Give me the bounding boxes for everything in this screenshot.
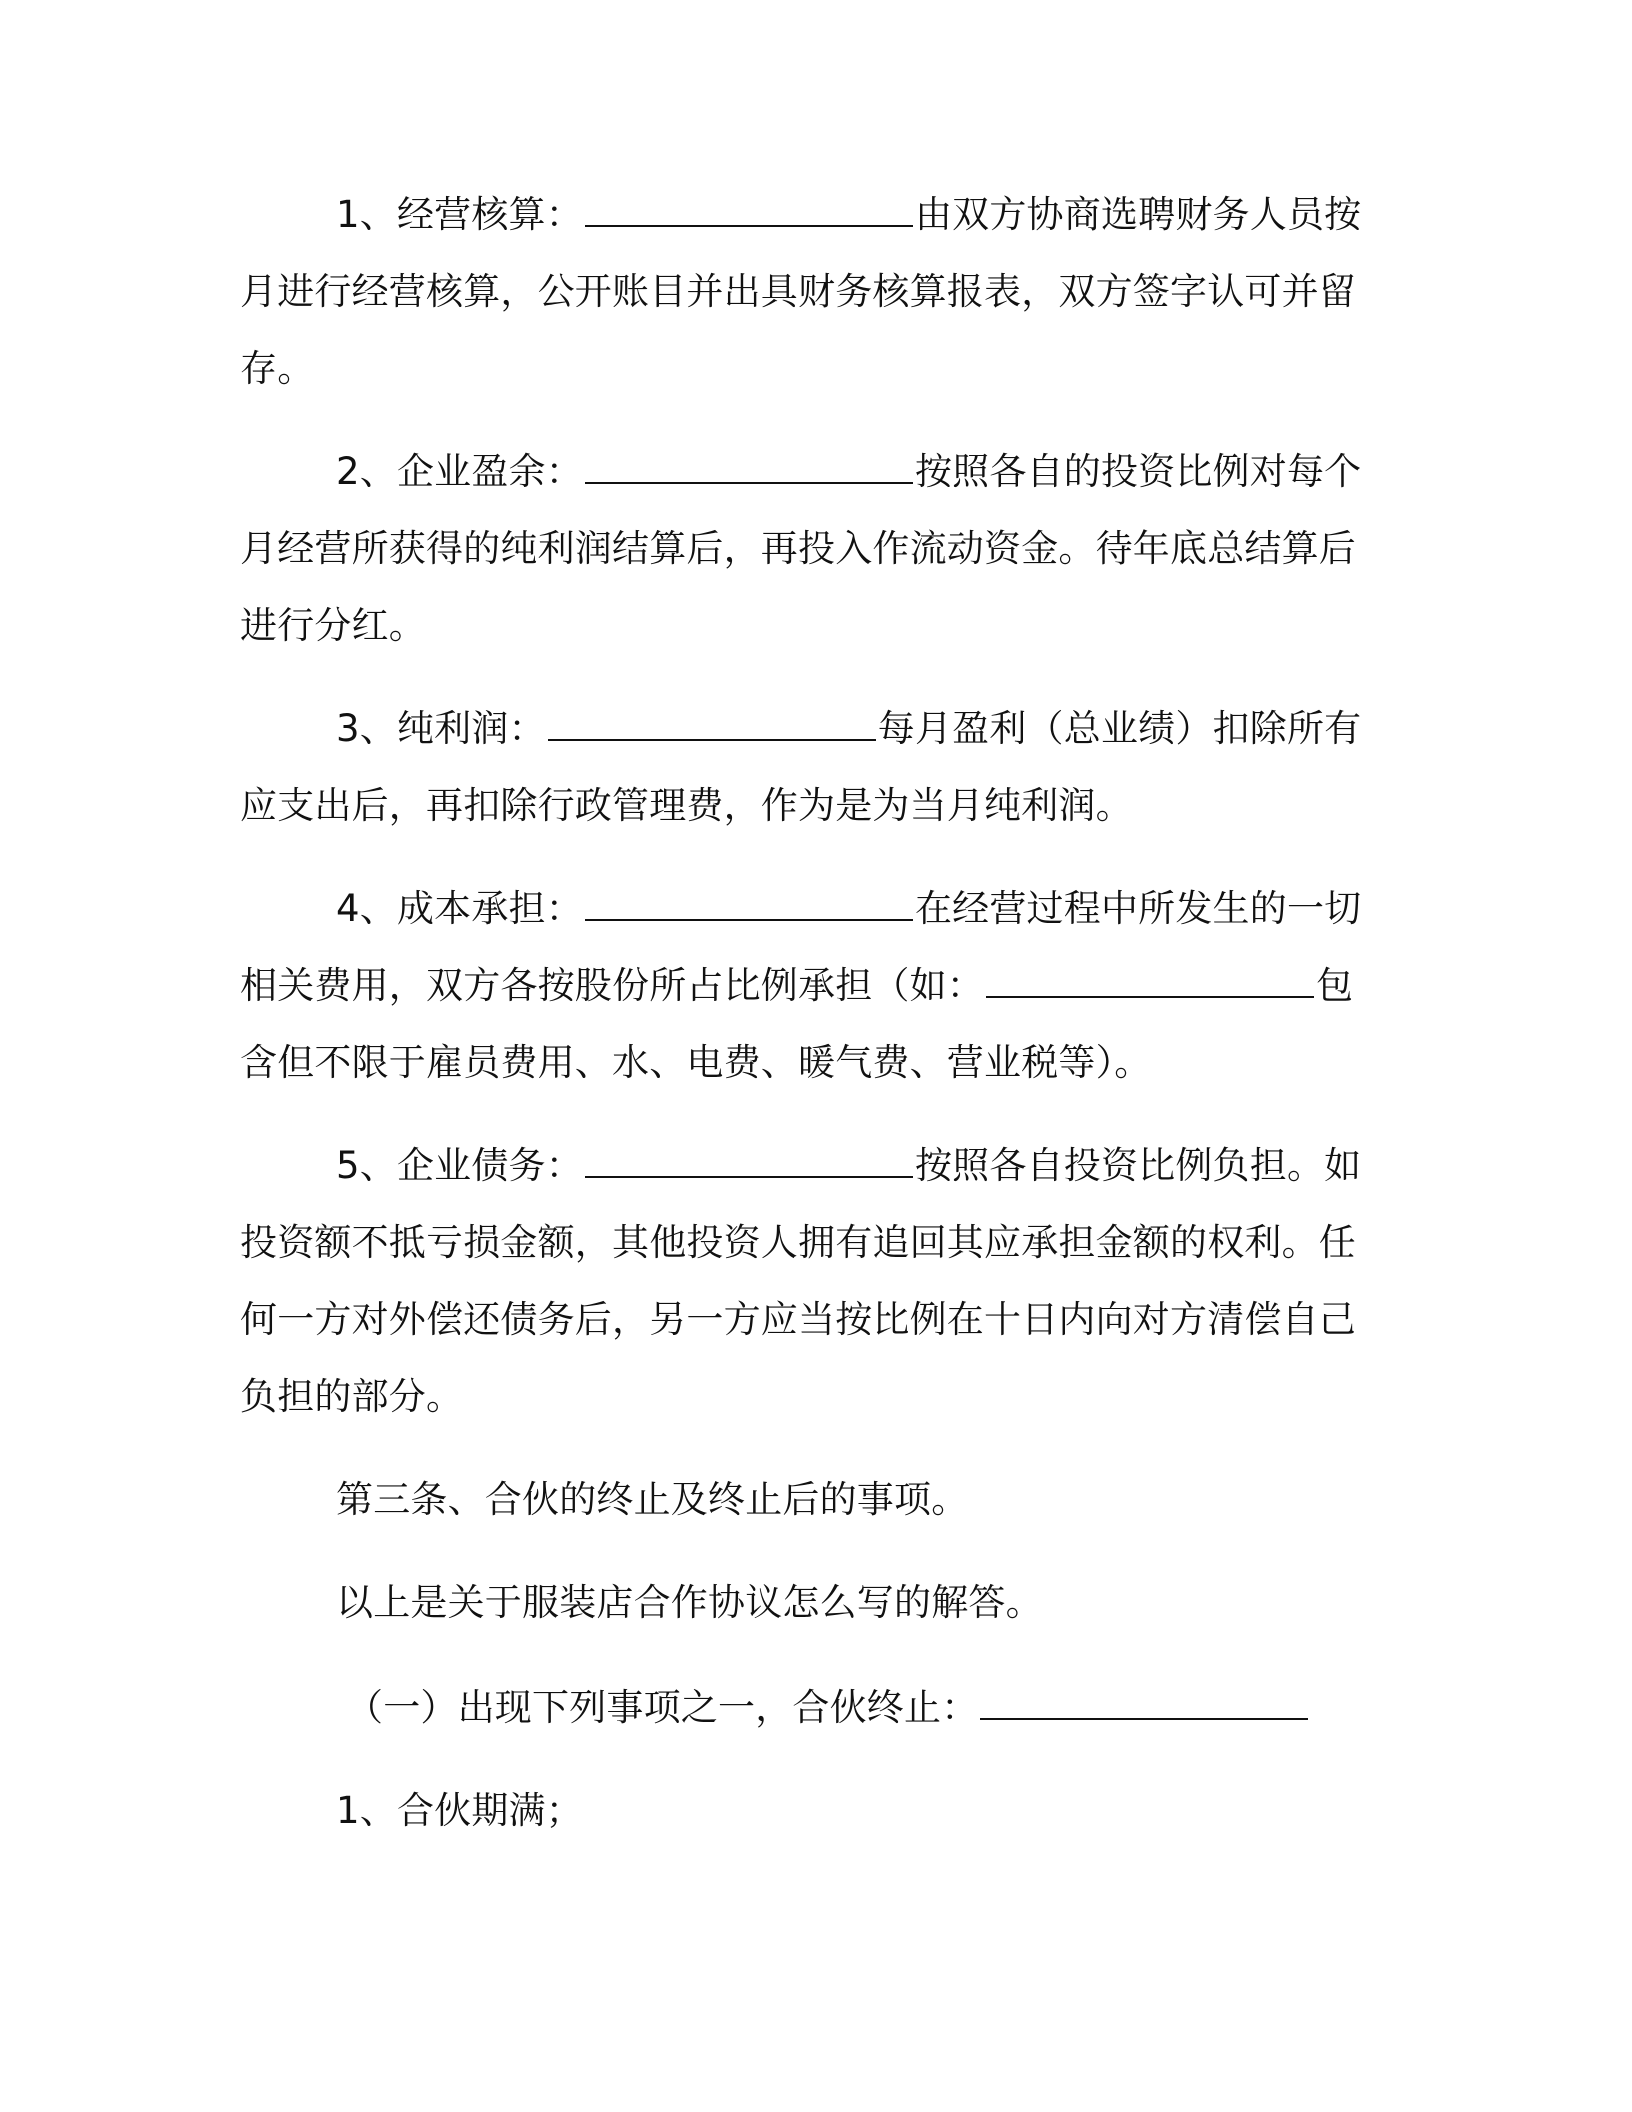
- paragraph-4-line-1: [336, 884, 1361, 934]
- paragraph-5-line-2: 投资额不抵亏损金额，其他投资人拥有追回其应承担金额的权利。任: [240, 1221, 1356, 1264]
- clause-text: 每月盈利（总业绩）扣除所有: [877, 707, 1362, 750]
- clause-text: 按照各自的投资比例对每个: [914, 450, 1362, 493]
- paragraph-2-line-3: 进行分红。: [240, 604, 426, 647]
- paragraph-1-line-3: 存。: [240, 347, 315, 390]
- paragraph-1-line-1: [336, 190, 1361, 240]
- paragraph-5-line-1: [336, 1141, 1361, 1191]
- paragraph-4-line-3: 含但不限于雇员费用、水、电费、暖气费、营业税等）。: [240, 1041, 1152, 1084]
- clause-text: 按照各自投资比例负担。如: [914, 1144, 1362, 1187]
- fill-in-blank: [585, 889, 913, 921]
- clause-label: 2、企业盈余：: [336, 450, 583, 493]
- fill-in-blank: [980, 1688, 1308, 1720]
- fill-in-blank: [986, 966, 1314, 998]
- clause-label: 5、企业债务：: [336, 1144, 583, 1187]
- clause-one: [346, 1683, 1310, 1733]
- clause-text: 在经营过程中所发生的一切: [914, 887, 1362, 930]
- fill-in-blank: [548, 709, 876, 741]
- article-three-heading: 第三条、合伙的终止及终止后的事项。: [336, 1478, 969, 1521]
- fill-in-blank: [585, 1146, 913, 1178]
- clause-text: 相关费用，双方各按股份所占比例承担（如：: [240, 964, 984, 1007]
- clause-label: 4、成本承担：: [336, 887, 583, 930]
- paragraph-5-line-3: 何一方对外偿还债务后，另一方应当按比例在十日内向对方清偿自己: [240, 1298, 1356, 1341]
- item-one: 1、合伙期满；: [336, 1789, 583, 1832]
- paragraph-5-line-4: 负担的部分。: [240, 1375, 464, 1418]
- clause-text: 包: [1316, 964, 1354, 1007]
- fill-in-blank: [585, 452, 913, 484]
- paragraph-4-line-2: [240, 961, 1353, 1011]
- clause-label: （一）出现下列事项之一，合伙终止：: [346, 1686, 979, 1729]
- paragraph-3-line-1: [336, 704, 1361, 754]
- paragraph-1-line-2: 月进行经营核算，公开账目并出具财务核算报表，双方签字认可并留: [240, 270, 1356, 313]
- fill-in-blank: [585, 195, 913, 227]
- clause-label: 3、纯利润：: [336, 707, 546, 750]
- summary-text: 以上是关于服装店合作协议怎么写的解答。: [336, 1581, 1043, 1624]
- paragraph-3-line-2: 应支出后，再扣除行政管理费，作为是为当月纯利润。: [240, 784, 1133, 827]
- paragraph-2-line-2: 月经营所获得的纯利润结算后，再投入作流动资金。待年底总结算后: [240, 527, 1356, 570]
- clause-label: 1、经营核算：: [336, 193, 583, 236]
- clause-text: 由双方协商选聘财务人员按: [914, 193, 1362, 236]
- paragraph-2-line-1: [336, 447, 1361, 497]
